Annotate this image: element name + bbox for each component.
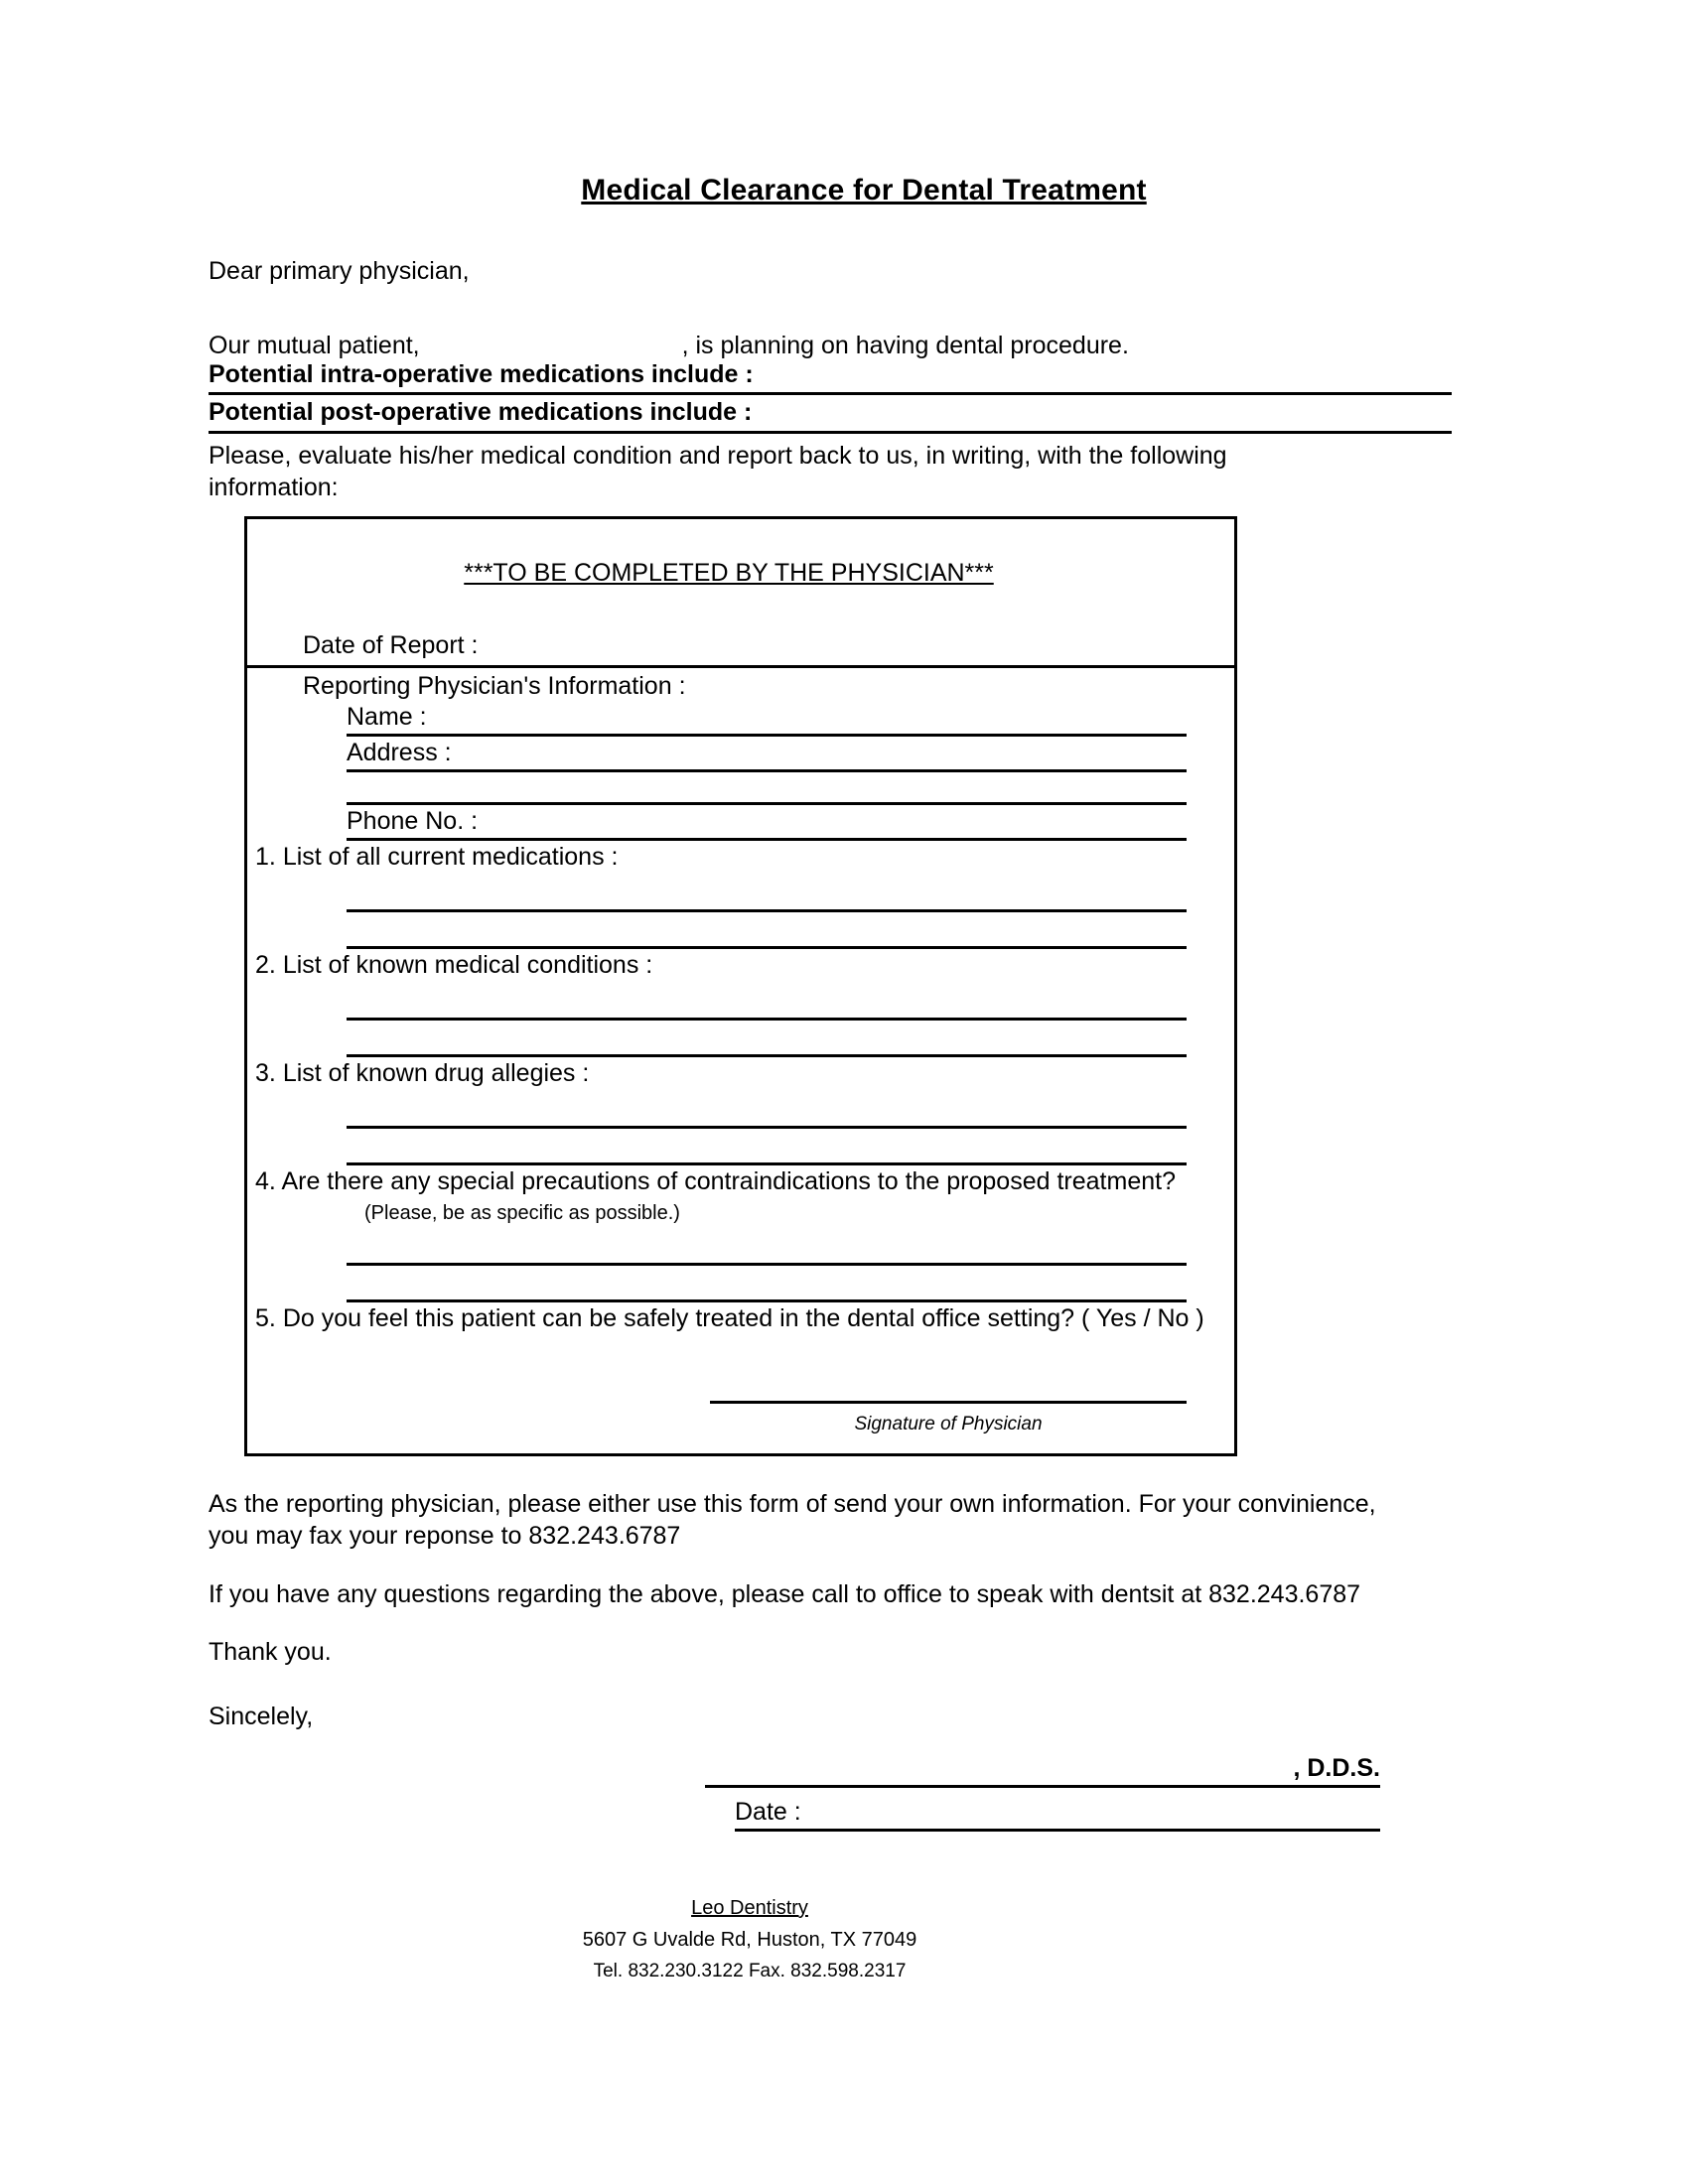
physician-name-field[interactable]: Name : — [347, 703, 1187, 737]
spacer — [209, 1610, 1380, 1636]
reporting-physician-info-label: Reporting Physician's Information : — [303, 671, 686, 700]
salutation: Dear primary physician, — [209, 257, 470, 285]
question-4-hint: (Please, be as specific as possible.) — [364, 1201, 680, 1224]
question-4 — [247, 1167, 1234, 1196]
spacer — [209, 1669, 1380, 1701]
dentist-signature-block — [209, 1754, 1380, 1863]
thank-you-text: Thank you. — [209, 1638, 332, 1666]
physician-box-heading: ***TO BE COMPLETED BY THE PHYSICIAN*** — [464, 558, 994, 587]
physician-phone-field[interactable]: Phone No. : — [347, 807, 1187, 841]
physician-section-box — [244, 516, 1237, 1456]
practice-address: 5607 G Uvalde Rd, Huston, TX 77049 — [582, 1929, 917, 1951]
dentist-date-field[interactable]: Date : — [735, 1798, 1380, 1832]
question-5-number: 5. — [255, 1303, 276, 1332]
physician-signature-label: Signature of Physician — [854, 1413, 1043, 1434]
physician-address-line2[interactable] — [347, 772, 1187, 805]
question-3-number: 3. — [255, 1058, 276, 1087]
question-5-text[interactable]: Do you feel this patient can be safely treated in the dental office setting? ( Yes / No ) — [282, 1303, 1204, 1332]
question-1 — [247, 843, 1234, 872]
question-2-number: 2. — [255, 950, 276, 979]
closing-paragraph-1: As the reporting physician, please either use this form of send your own information. For your convinience, you may fax your reponse to 832.243.6787 — [209, 1489, 1376, 1550]
instruction-text: Please, evaluate his/her medical condition and report back to us, in writing, with the following information: — [209, 441, 1227, 501]
question-3-text: List of known drug allegies : — [282, 1058, 590, 1087]
closing-section — [209, 1456, 1380, 1983]
question-2 — [247, 951, 1234, 980]
question-1-answer-line-2[interactable] — [347, 912, 1187, 949]
intra-operative-medications-field[interactable]: Potential intra-operative medications include : — [209, 360, 1452, 396]
question-3-answer-line-1[interactable] — [347, 1088, 1187, 1129]
question-3 — [247, 1059, 1234, 1088]
physician-signature-line[interactable] — [710, 1399, 1187, 1404]
patient-name-blank[interactable] — [420, 332, 682, 359]
page-title: Medical Clearance for Dental Treatment — [581, 174, 1147, 206]
dentist-signature-field[interactable]: , D.D.S. — [705, 1754, 1380, 1788]
date-of-report-field[interactable]: Date of Report : — [247, 631, 1234, 668]
question-3-answer-line-2[interactable] — [347, 1129, 1187, 1165]
patient-line — [209, 332, 1479, 360]
question-2-answer-line-2[interactable] — [347, 1021, 1187, 1057]
post-operative-medications-field[interactable]: Potential post-operative medications include : — [209, 398, 1452, 434]
question-1-text: List of all current medications : — [282, 842, 619, 871]
question-4-answer-line-1[interactable] — [347, 1225, 1187, 1266]
physician-signature-area — [247, 1391, 1187, 1435]
question-4-number: 4. — [255, 1166, 276, 1195]
practice-footer — [209, 1897, 1380, 1982]
question-4-text: Are there any special precautions of contraindications to the proposed treatment? — [281, 1166, 1176, 1195]
question-2-text: List of known medical conditions : — [282, 950, 653, 979]
closing-paragraph-2: If you have any questions regarding the above, please call to office to speak with dentsit at 832.243.6787 — [209, 1579, 1361, 1608]
spacer — [209, 1553, 1380, 1578]
question-1-answer-line-1[interactable] — [347, 872, 1187, 912]
question-4-answer-line-2[interactable] — [347, 1266, 1187, 1302]
question-2-answer-line-1[interactable] — [347, 980, 1187, 1021]
signoff-text: Sincelely, — [209, 1702, 314, 1730]
spacer — [209, 1456, 1380, 1488]
patient-line-prefix: Our mutual patient, — [209, 331, 420, 359]
question-5 — [247, 1304, 1234, 1333]
practice-contact: Tel. 832.230.3122 Fax. 832.598.2317 — [593, 1961, 907, 1981]
patient-line-suffix: , is planning on having dental procedure. — [681, 331, 1129, 359]
document-body — [209, 174, 1479, 1982]
practice-name: Leo Dentistry — [691, 1897, 808, 1919]
spacer — [209, 288, 1479, 332]
question-1-number: 1. — [255, 842, 276, 871]
physician-address-field[interactable]: Address : — [347, 739, 1187, 772]
